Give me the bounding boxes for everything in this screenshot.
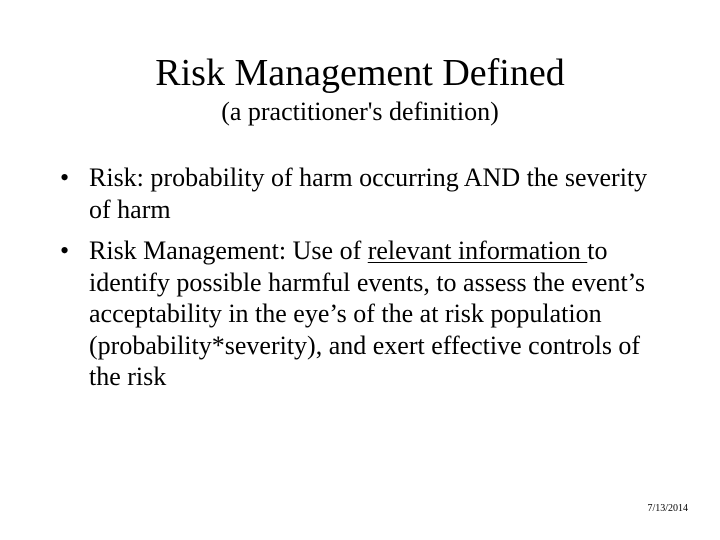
slide-subtitle: (a practitioner's definition) xyxy=(221,97,499,126)
footer-date: 7/13/2014 xyxy=(647,503,688,514)
bullet-risk-management-rest: to identify possible harmful events, to assess the event’s acceptability in the eye’s of the at risk population (probability*severity), and exert effective controls of the risk xyxy=(89,236,646,391)
bullet-risk xyxy=(56,162,666,225)
title-block xyxy=(0,52,720,128)
underlined-phrase: relevant information xyxy=(367,236,588,265)
bullet-risk-management-intro: Risk Management: Use of xyxy=(89,236,368,265)
bullet-risk-management xyxy=(56,235,666,393)
bullet-list xyxy=(56,162,666,403)
bullet-risk-text: Risk: probability of harm occurring AND the severity of harm xyxy=(89,163,648,224)
bullet-marker: • xyxy=(60,236,70,265)
slide-title: Risk Management Defined xyxy=(155,52,565,94)
bullet-marker: • xyxy=(60,163,70,192)
